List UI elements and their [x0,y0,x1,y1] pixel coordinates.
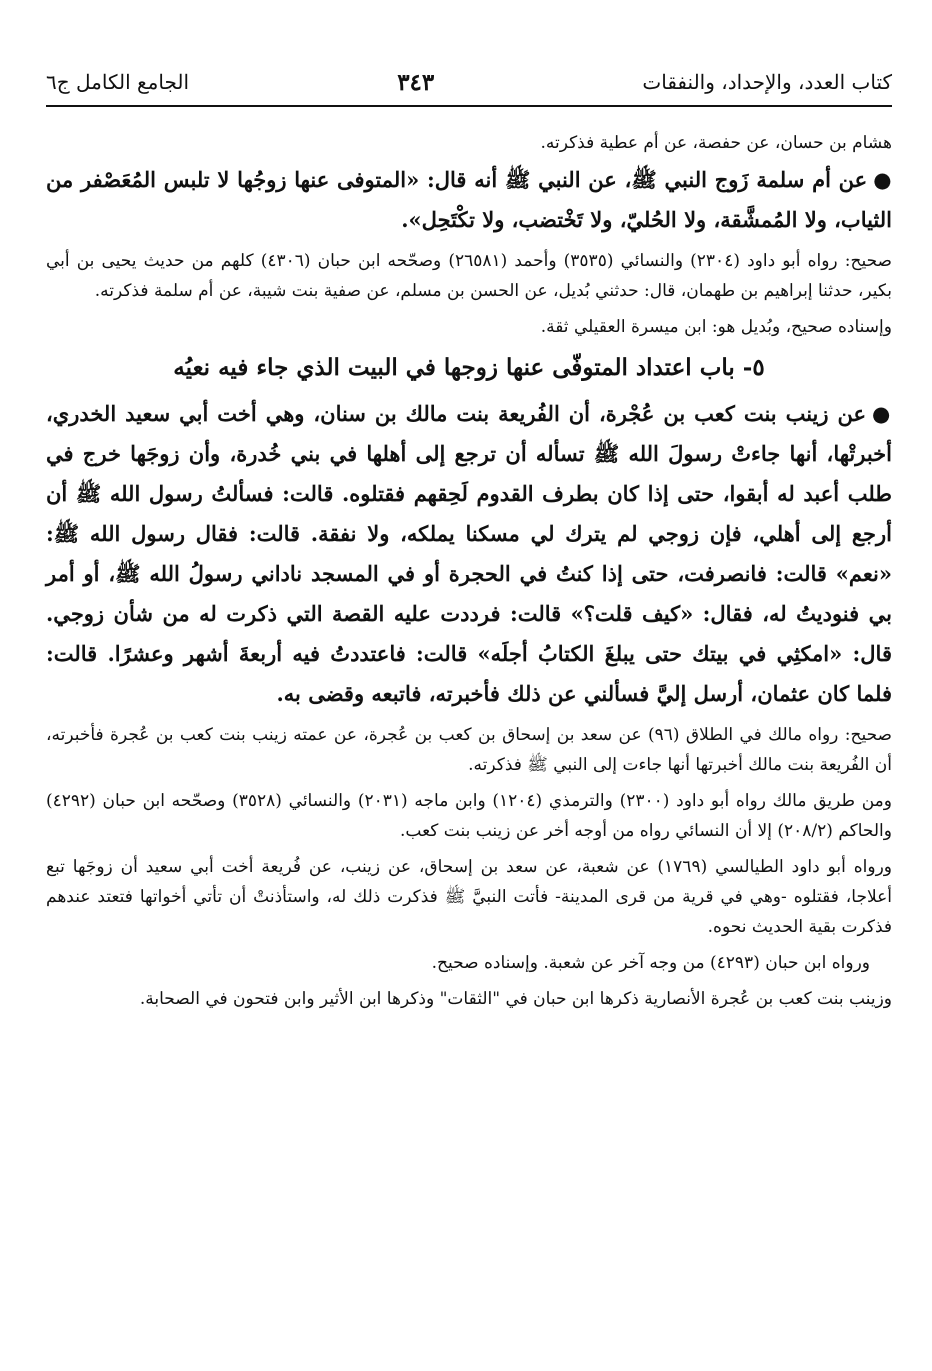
bullet-icon: ● [873,167,892,192]
takhrij-note: ورواه ابن حبان (٤٢٩٣) من وجه آخر عن شعبة. وإسناده صحيح. [431,953,870,973]
takhrij-note: ومن طريق مالك رواه أبو داود (٢٣٠٠) والترمذي (١٢٠٤) وابن ماجه (٢٠٣١) والنسائي (٣٥٢٨) وصحّحه ابن حبان (٤٢٩٢) والحاكم (٢٠٨/٢) إلا أن النسائي رواه من أوجه أخر عن زينب بنت كعب. [46,791,892,841]
book-title: كتاب العدد، والإحداد، والنفقات [642,70,892,94]
header-rule [46,105,892,107]
continuation-line: هشام بن حسان، عن حفصة، عن أم عطية فذكرته. [540,133,892,153]
bullet-icon: ● [872,401,892,426]
hadith-text [46,160,892,240]
takhrij-note: صحيح: رواه أبو داود (٢٣٠٤) والنسائي (٣٥٣٥) وأحمد (٢٦٥٨١) وصحّحه ابن حبان (٤٣٠٦) كلهم من حديث يحيى بن أبي بكير، حدثنا إبراهيم بن طهمان، قال: حدثني بُديل، عن الحسن بن مسلم، عن صفية بنت شيبة، عن أم سلمة فذكرته. [46,251,892,301]
hadith-body: عن أم سلمة زَوج النبي ﷺ، عن النبي ﷺ أنه قال: «المتوفى عنها زوجُها لا تلبس المُعَصْفر من الثياب، ولا المُمشَّقة، ولا الحُليّ، ولا تَخْتضب، ولا تكْتَحِل». [46,167,892,232]
takhrij-note: وزينب بنت كعب بن عُجرة الأنصارية ذكرها ابن حبان في "الثقات" وذكرها ابن الأثير وابن فتحون في الصحابة. [139,989,892,1009]
volume-title: الجامع الكامل ج٦ [46,70,190,94]
page-body [46,128,892,1020]
hadith-body: عن زينب بنت كعب بن عُجْرة، أن الفُريعة بنت مالك بن سنان، وهي أخت أبي سعيد الخدري، أخبرتْها، أنها جاءتْ رسولَ الله ﷺ تسأله أن ترجع إلى أهلها في بني خُدرة، وأن زوجَها خرج في طلب أعبد له أبقوا، حتى إذا كان بطرف القدوم لَحِقهم فقتلوه. قالت: فسألتُ رسول الله ﷺ أن أرجع إلى أهلي، فإن زوجي لم يترك لي مسكنا يملكه، ولا نفقة. قالت: فقال رسول الله ﷺ: «نعم» قالت: فانصرفت، حتى إذا كنتُ في الحجرة أو في المسجد ناداني رسولُ الله ﷺ، أو أمر بي فنوديتُ له، فقال: «كيف قلت؟» قالت: فرددت عليه القصة التي ذكرت له من شأن زوجي. قال: «امكثِي في بيتك حتى يبلغَ الكتابُ أجلَه» قالت: فاعتددتُ فيه أربعةَ أشهر وعشرًا. قالت: فلما كان عثمان، أرسل إليَّ فسألني عن ذلك فأخبرته، فاتبعه وقضى به. [46,401,892,706]
takhrij-note: ورواه أبو داود الطيالسي (١٧٦٩) عن شعبة، عن سعد بن إسحاق، عن زينب، عن فُريعة أخت أبي سعيد أن زوجَها تبع أعلاجا، فقتلوه -وهي في قرية من قرى المدينة- فأتت النبيَّ ﷺ فذكرت ذلك له، واستأذنتْ أن تأتي أخواتها فتعتد عندهم فذكرت بقية الحديث نحوه. [46,857,892,937]
chapter-heading: ٥- باب اعتداد المتوفّى عنها زوجها في البيت الذي جاء فيه نعيُه [173,354,765,381]
takhrij-note: وإسناده صحيح، وبُديل هو: ابن ميسرة العقيلي ثقة. [540,317,892,337]
takhrij-note: صحيح: رواه مالك في الطلاق (٩٦) عن سعد بن إسحاق بن كعب بن عُجرة، عن عمته زينب بنت كعب بن عُجرة فأخبرته، أن الفُريعة بنت مالك أخبرتها أنها جاءت إلى النبي ﷺ فذكرته. [46,725,892,775]
page-header [46,62,892,102]
hadith-text [46,394,892,714]
page-number: ٣٤٣ [397,68,435,96]
